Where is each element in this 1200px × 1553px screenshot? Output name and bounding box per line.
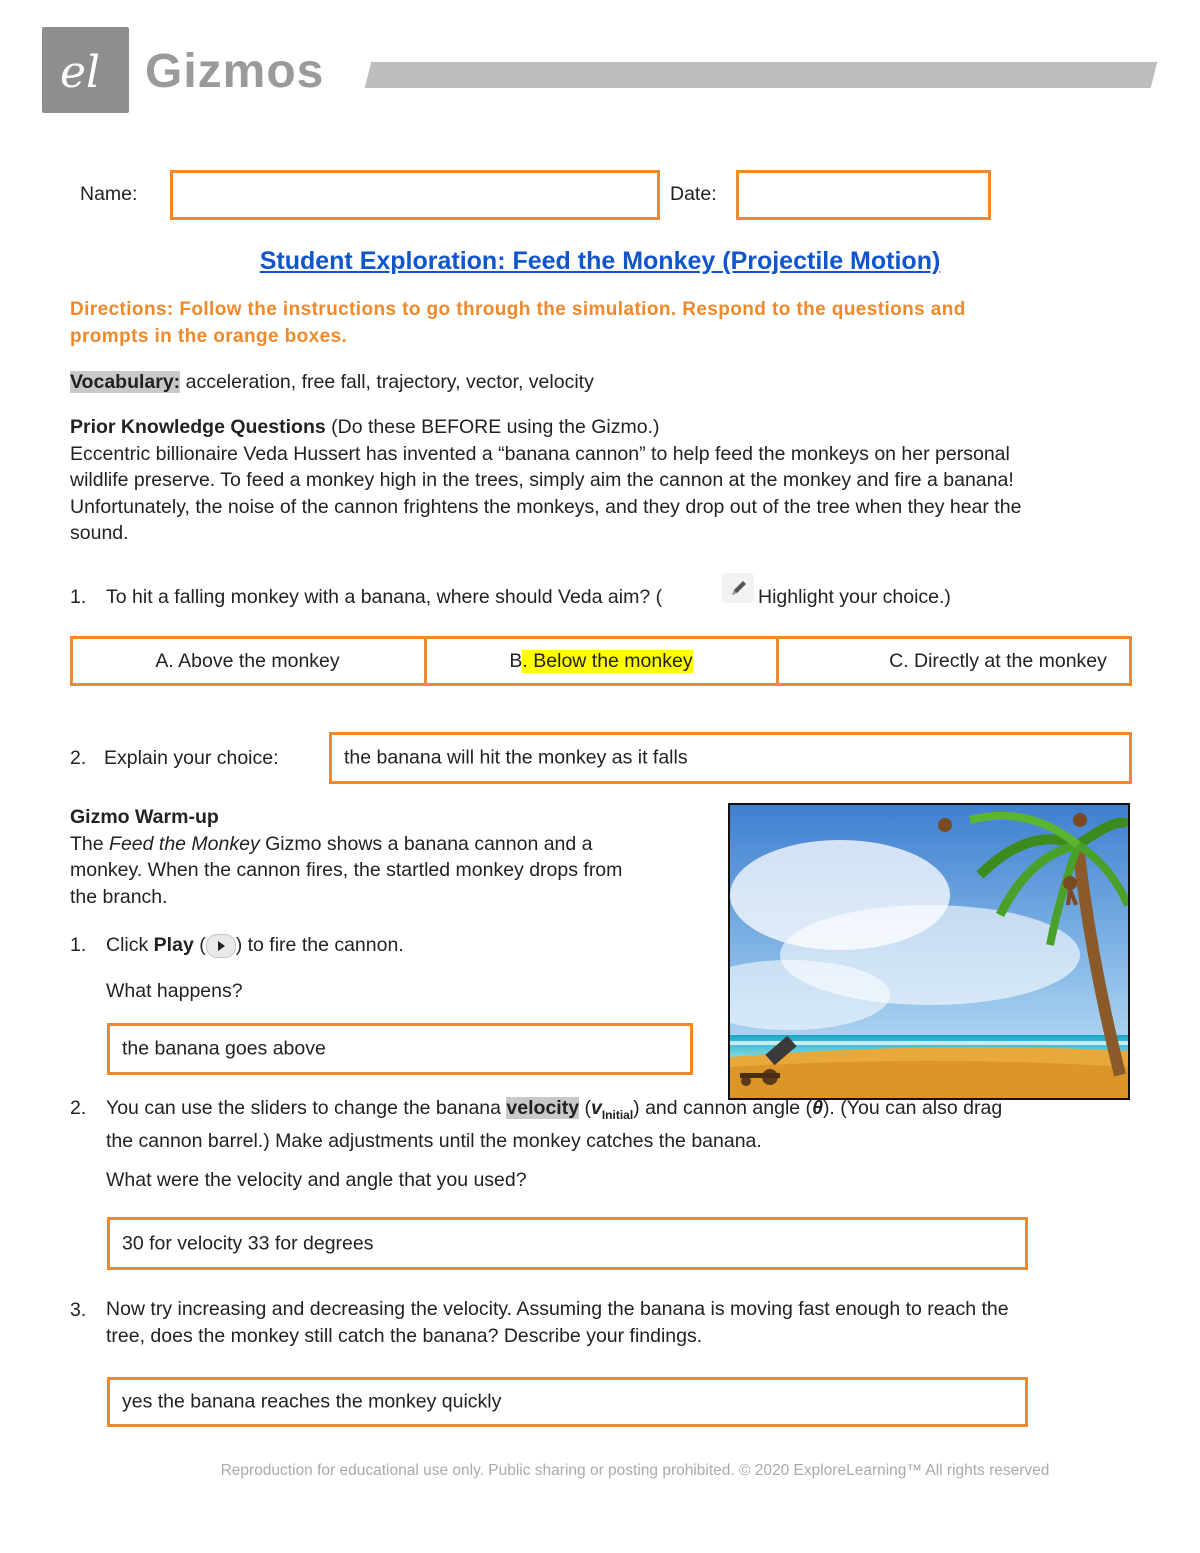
warmup-q2-text: You can use the sliders to change the banana velocity $(v_{Initial})$ and cannon angle (θ). (You can also drag the cannon barrel.) Make adjustments until the monkey catches the banana. xyxy=(106,1097,1003,1153)
warmup-q2-prompt: What were the velocity and angle that you used? xyxy=(106,1169,527,1191)
prior-line: Unfortunately, the noise of the cannon frightens the monkeys, and they drop out of the tree when they hear the xyxy=(70,495,1022,518)
velocity-angle-field[interactable]: 30 for velocity 33 for degrees xyxy=(107,1217,1028,1270)
warmup-q1-text: Click Play ( ) to fire the cannon. xyxy=(106,934,404,957)
vocabulary-label: Vocabulary: xyxy=(70,371,181,393)
prior-line: sound. xyxy=(70,522,129,544)
choice-c[interactable]: C. Directly at the monkey xyxy=(778,636,1132,686)
highlight-pencil-icon[interactable] xyxy=(722,573,754,603)
choice-a[interactable]: A. Above the monkey xyxy=(70,636,425,686)
date-field[interactable] xyxy=(736,170,991,220)
simulation-screenshot xyxy=(728,803,1130,1100)
choice-b-highlight: . Below the monkey xyxy=(522,649,693,672)
vocabulary xyxy=(70,371,594,394)
prior-q1-text-after: Highlight your choice.) xyxy=(758,586,951,608)
copyright-footer: Reproduction for educational use only. Public sharing or posting prohibited. © 2020 ExploreLearning™ All rights reserved xyxy=(220,1462,1050,1479)
explorelearning-logo xyxy=(42,27,129,113)
prior-heading-note: (Do these BEFORE using the Gizmo.) xyxy=(325,416,660,438)
prior-line: wildlife preserve. To feed a monkey high in the trees, simply aim the cannon at the monkey and fire a banana! xyxy=(70,469,1014,491)
header-bar xyxy=(365,62,1157,88)
gizmos-brand: Gizmos xyxy=(145,45,325,98)
name-label: Name: xyxy=(80,183,138,205)
choice-divider xyxy=(1129,636,1132,686)
findings-field[interactable]: yes the banana reaches the monkey quickly xyxy=(107,1377,1028,1427)
play-icon[interactable] xyxy=(206,934,236,958)
choice-b[interactable]: B . Below the monkey xyxy=(424,636,778,686)
vocabulary-terms: acceleration, free fall, trajectory, vector, velocity xyxy=(180,371,594,393)
svg-text:el: el xyxy=(60,47,101,98)
prior-knowledge-section xyxy=(70,414,1150,547)
prior-q2-label: Explain your choice: xyxy=(104,747,279,769)
prior-line: Eccentric billionaire Veda Hussert has invented a “banana cannon” to help feed the monkeys on her personal xyxy=(70,442,1010,465)
warmup-q3-text: Now try increasing and decreasing the velocity. Assuming the banana is moving fast enough to reach the tree, does the monkey still catch the banana? Describe your findings. xyxy=(106,1298,1009,1347)
name-field[interactable] xyxy=(170,170,660,220)
date-label: Date: xyxy=(670,183,717,205)
warmup-q3-number: 3. xyxy=(70,1299,87,1321)
prior-heading: Prior Knowledge Questions xyxy=(70,416,326,438)
prior-q2-number: 2. xyxy=(70,747,87,769)
prior-q1-number: 1. xyxy=(70,586,87,608)
warmup-q1-prompt: What happens? xyxy=(106,980,243,1002)
warmup-q2-number: 2. xyxy=(70,1097,87,1119)
warmup-q1-number: 1. xyxy=(70,934,87,956)
prior-q1-text: To hit a falling monkey with a banana, where should Veda aim? ( xyxy=(106,586,663,608)
directions-line-1: Directions: Follow the instructions to go through the simulation. Respond to the questions and xyxy=(70,299,966,320)
logo-mark-icon xyxy=(42,27,129,113)
what-happens-field[interactable]: the banana goes above xyxy=(107,1023,693,1075)
page-title[interactable]: Student Exploration: Feed the Monkey (Projectile Motion) xyxy=(259,247,941,275)
warmup-intro: Gizmo Warm-up The Feed the Monkey Gizmo shows a banana cannon and a monkey. When the cannon fires, the startled monkey drops from the branch. xyxy=(70,806,623,908)
explain-choice-field[interactable]: the banana will hit the monkey as it falls xyxy=(329,732,1132,784)
warmup-heading: Gizmo Warm-up xyxy=(70,806,219,828)
directions-line-2: prompts in the orange boxes. xyxy=(70,326,348,347)
